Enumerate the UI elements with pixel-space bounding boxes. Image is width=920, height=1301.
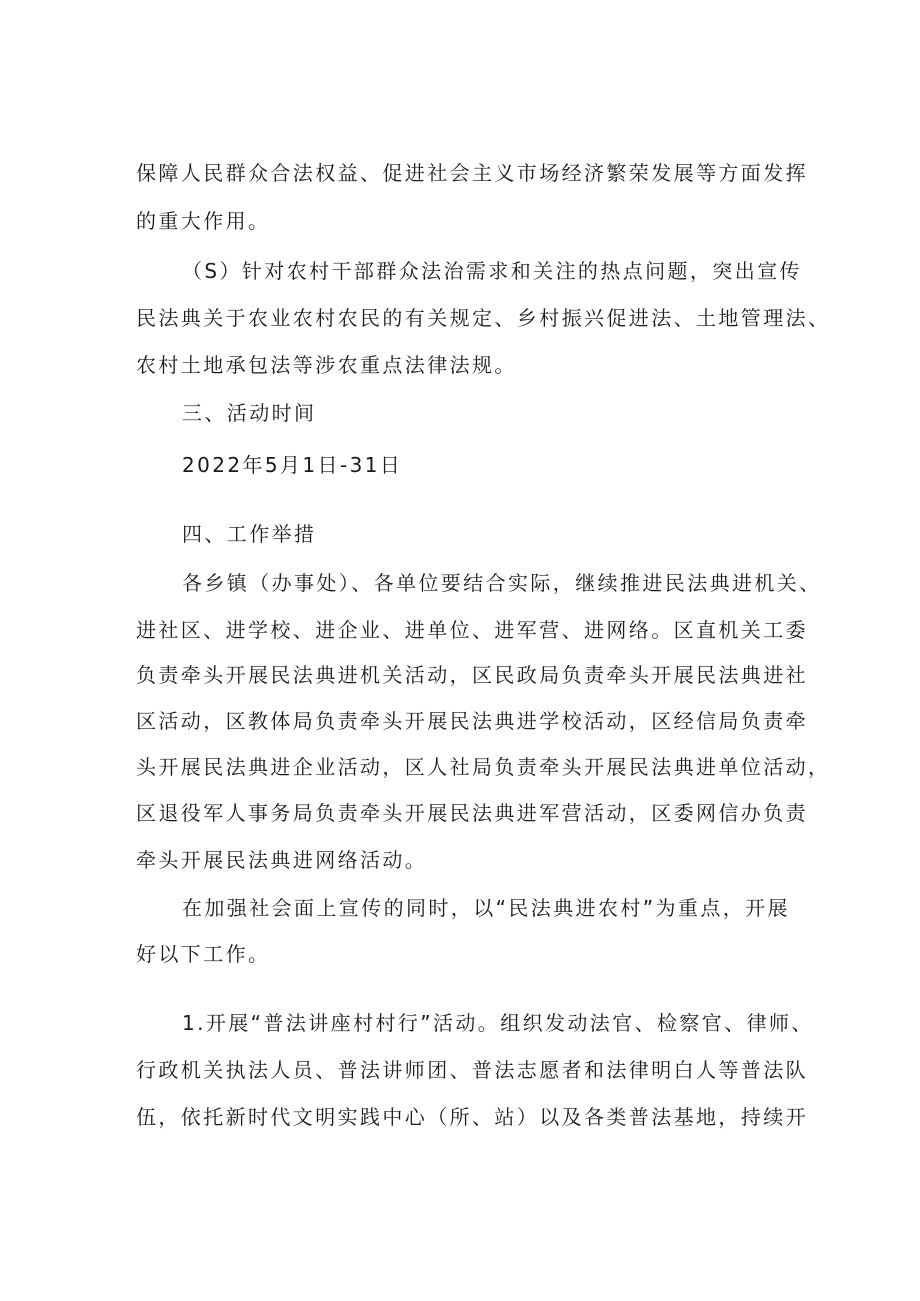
body-line-2: 的重大作用。: [136, 209, 271, 233]
body-line-1: 保障人民群众合法权益、促进社会主义市场经济繁荣发展等方面发挥: [136, 161, 808, 185]
list-item-1-line-1: 1.开展“普法讲座村村行”活动。组织发动法官、检察官、律师、: [182, 1011, 814, 1035]
list-item-line-1: （S）针对农村干部群众法治需求和关注的热点问题，突出宣传: [182, 259, 802, 283]
body-line-10: 在加强社会面上宣传的同时，以“民法典进农村”为重点，开展: [182, 896, 790, 920]
body-line-3: 各乡镇（办事处）、各单位要结合实际，继续推进民法典进机关、: [182, 571, 822, 595]
list-item-line-2: 民法典关于农业农村农民的有关规定、乡村振兴促进法、土地管理法、: [136, 306, 831, 330]
body-line-5: 负责牵头开展民法典进机关活动，区民政局负责牵头开展民法典进社: [136, 663, 808, 687]
section-heading-work-measures: 四、工作举措: [182, 522, 317, 546]
list-item-line-3: 农村土地承包法等涉农重点法律法规。: [136, 353, 517, 377]
body-line-6: 区活动，区教体局负责牵头开展民法典进学校活动，区经信局负责牵: [136, 709, 808, 733]
body-line-4: 进社区、进学校、进企业、进单位、进军营、进网络。区直机关工委: [136, 618, 808, 642]
body-line-11: 好以下工作。: [136, 942, 271, 966]
body-line-7: 头开展民法典进企业活动，区人社局负责牵头开展民法典进单位活动，: [136, 755, 831, 779]
body-line-9: 牵头开展民法典进网络活动。: [136, 848, 428, 872]
list-item-1-line-3: 伍，依托新时代文明实践中心（所、站）以及各类普法基地，持续开: [136, 1105, 808, 1129]
list-item-1-line-2: 行政机关执法人员、普法讲师团、普法志愿者和法律明白人等普法队: [136, 1058, 808, 1082]
activity-date: 2022年5月1日-31日: [182, 453, 403, 477]
section-heading-activity-time: 三、活动时间: [182, 401, 317, 425]
body-line-8: 区退役军人事务局负责牵头开展民法典进军营活动，区委网信办负责: [136, 801, 808, 825]
